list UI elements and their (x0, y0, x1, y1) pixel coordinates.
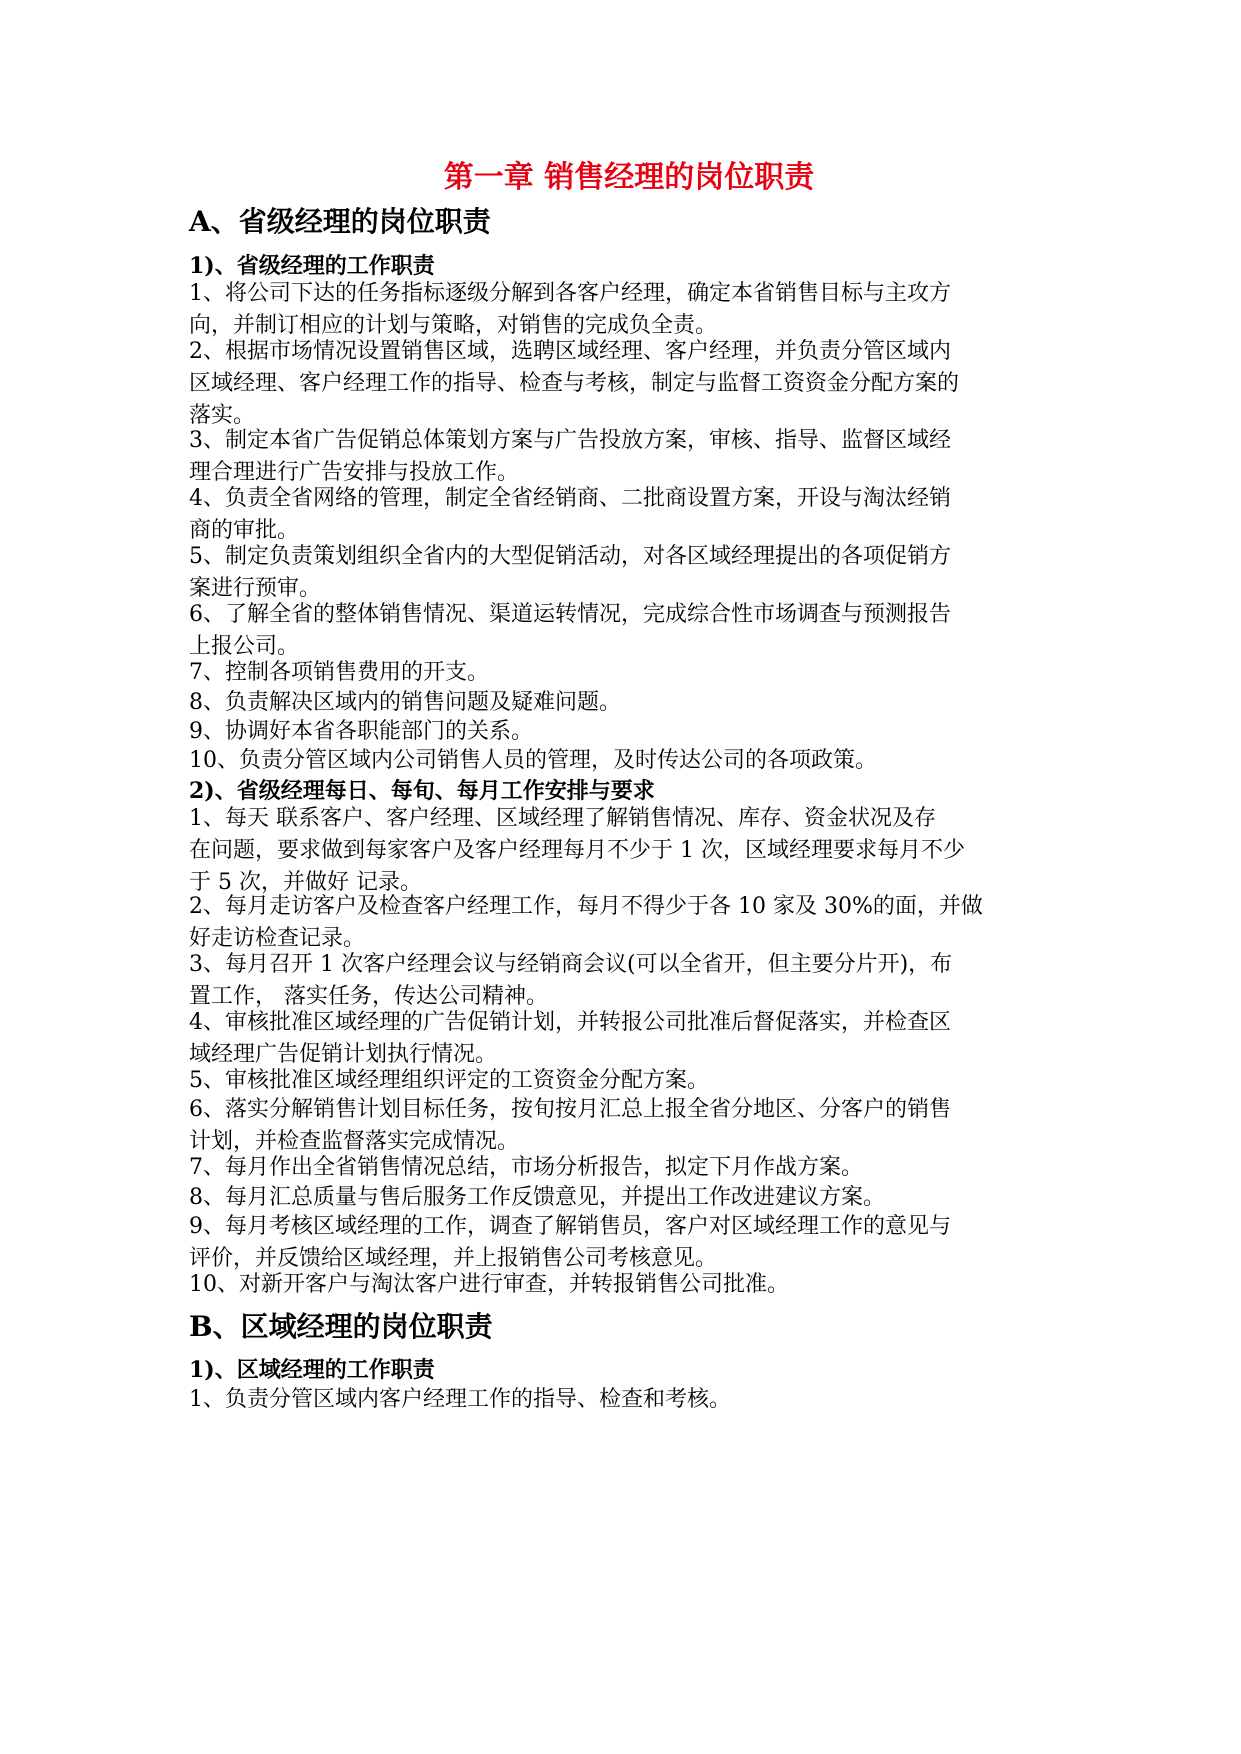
list-item (189, 687, 1069, 719)
line: 上报公司。 (189, 634, 300, 659)
line: 10、负责分管区域内公司销售人员的管理，及时传达公司的各项政策。 (189, 748, 877, 773)
section-b-heading: B、区域经理的岗位职责 (189, 1310, 493, 1343)
list-item (189, 1269, 1069, 1301)
line: 1、每天 联系客户、客户经理、区域经理了解销售情况、库存、资金状况及存 (189, 806, 936, 831)
line: 7、每月作出全省销售情况总结，市场分析报告，拟定下月作战方案。 (189, 1155, 863, 1180)
line: 3、每月召开 1 次客户经理会议与经销商会议(可以全省开，但主要分片开)，布 (189, 952, 953, 977)
list-item (189, 541, 1069, 605)
line: 评价，并反馈给区域经理，并上报销售公司考核意见。 (189, 1246, 718, 1271)
line: 置工作， 落实任务，传达公司精神。 (189, 984, 548, 1009)
list-item (189, 745, 1069, 777)
chapter-title: 第一章 销售经理的岗位职责 (443, 160, 815, 195)
line: 区域经理、客户经理工作的指导、检查与考核，制定与监督工资资金分配方案的 (189, 371, 960, 396)
line: 2、每月走访客户及检查客户经理工作，每月不得少于各 10 家及 30%的面，并做 (189, 894, 983, 919)
line: 5、审核批准区域经理组织评定的工资资金分配方案。 (189, 1068, 709, 1093)
line: 9、协调好本省各职能部门的关系。 (189, 719, 533, 744)
line: 案进行预审。 (189, 576, 322, 601)
list-item (189, 483, 1069, 547)
list-item (189, 599, 1069, 663)
list-item (189, 1211, 1069, 1275)
list-item (189, 1094, 1069, 1158)
line: 7、控制各项销售费用的开支。 (189, 660, 489, 685)
line: 8、负责解决区域内的销售问题及疑难问题。 (189, 690, 621, 715)
section-a-sub2-heading: 2)、省级经理每日、每旬、每月工作安排与要求 (189, 778, 655, 804)
line: 向，并制订相应的计划与策略，对销售的完成负全责。 (189, 313, 718, 338)
line: 8、每月汇总质量与售后服务工作反馈意见，并提出工作改进建议方案。 (189, 1185, 885, 1210)
list-item (189, 1182, 1069, 1214)
line: 商的审批。 (189, 518, 300, 543)
list-item (189, 1065, 1069, 1097)
section-b-sub1-heading: 1)、区域经理的工作职责 (189, 1357, 435, 1383)
line: 4、审核批准区域经理的广告促销计划，并转报公司批准后督促落实，并检查区 (189, 1010, 951, 1035)
line: 6、了解全省的整体销售情况、渠道运转情况，完成综合性市场调查与预测报告 (189, 602, 951, 627)
list-item (189, 1152, 1069, 1184)
list-item (189, 336, 1069, 432)
line: 计划，并检查监督落实完成情况。 (189, 1129, 520, 1154)
line: 域经理广告促销计划执行情况。 (189, 1042, 498, 1067)
line: 理合理进行广告安排与投放工作。 (189, 460, 520, 485)
list-item (189, 949, 1069, 1013)
list-item (189, 1007, 1069, 1071)
line: 于 5 次，并做好 记录。 (189, 870, 422, 895)
line: 1、将公司下达的任务指标逐级分解到各客户经理，确定本省销售目标与主攻方 (189, 281, 951, 306)
section-a-sub1-heading: 1)、省级经理的工作职责 (189, 253, 435, 279)
section-a-heading: A、省级经理的岗位职责 (189, 205, 491, 238)
list-item (189, 716, 1069, 748)
line: 6、落实分解销售计划目标任务，按旬按月汇总上报全省分地区、分客户的销售 (189, 1097, 951, 1122)
line: 9、每月考核区域经理的工作，调查了解销售员，客户对区域经理工作的意见与 (189, 1214, 951, 1239)
line: 在问题，要求做到每家客户及客户经理每月不少于 1 次，区域经理要求每月不少 (189, 838, 965, 863)
list-item (189, 1384, 1069, 1416)
line: 1、负责分管区域内客户经理工作的指导、检查和考核。 (189, 1387, 731, 1412)
line: 好走访检查记录。 (189, 926, 366, 951)
line: 落实。 (189, 403, 256, 428)
list-item (189, 891, 1069, 955)
list-item (189, 657, 1069, 689)
line: 10、对新开客户与淘汰客户进行审查，并转报销售公司批准。 (189, 1272, 789, 1297)
list-item (189, 803, 1069, 899)
line: 3、制定本省广告促销总体策划方案与广告投放方案，审核、指导、监督区域经 (189, 428, 951, 453)
line: 2、根据市场情况设置销售区域，选聘区域经理、客户经理，并负责分管区域内 (189, 339, 951, 364)
line: 4、负责全省网络的管理，制定全省经销商、二批商设置方案，开设与淘汰经销 (189, 486, 951, 511)
list-item (189, 425, 1069, 489)
line: 5、制定负责策划组织全省内的大型促销活动，对各区域经理提出的各项促销方 (189, 544, 951, 569)
list-item (189, 278, 1069, 342)
